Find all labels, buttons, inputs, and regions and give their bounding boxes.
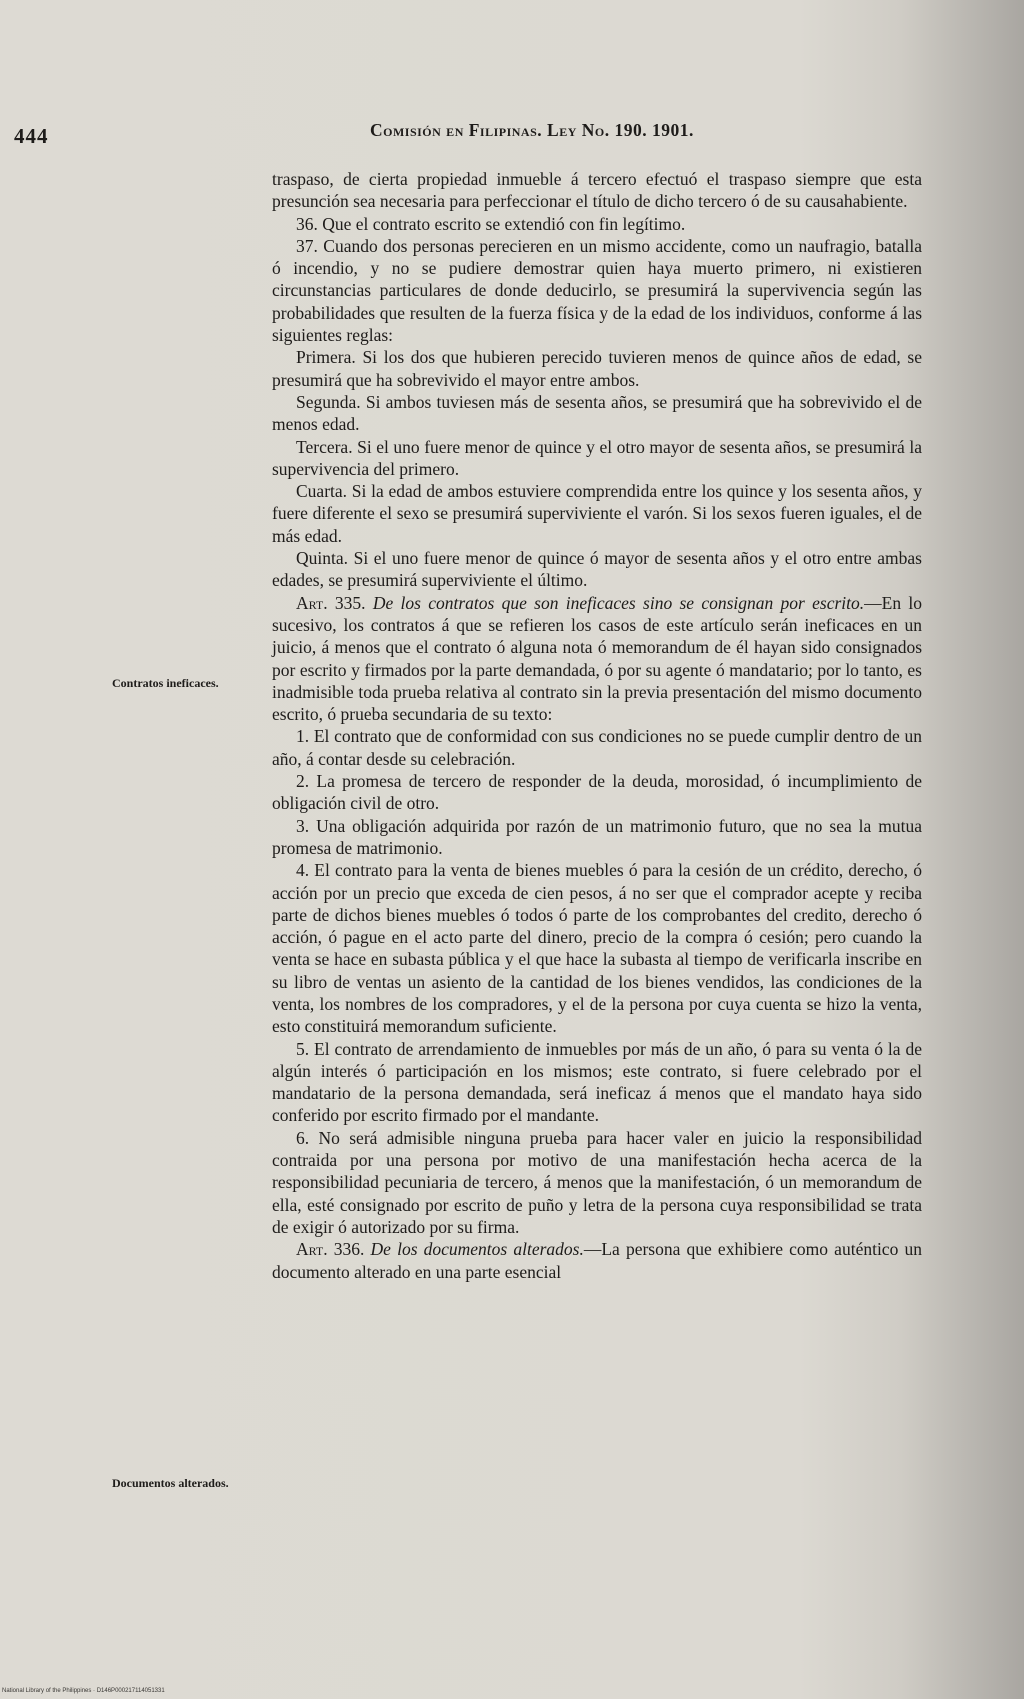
article-title: De los documentos alterados.: [370, 1239, 584, 1260]
article-item: 5. El contrato de arrendamiento de inmuebles por más de un año, ó para su venta ó la de algún interés ó participación en los mismos; este contrato, si fuere celebrado por el mandatario de la persona demandada, será ineficaz á menos que el mandato haya sido conferido por escrito firmado por el mandante.: [272, 1038, 922, 1126]
paragraph: traspaso, de cierta propiedad inmueble á tercero efectuó el traspaso siempre que esta presunción sea necesaria para perfeccionar el título de dicho tercero ó de su causahabiente.: [272, 169, 922, 212]
footer-credit: National Library of the Philippines · D146P000217114051331: [2, 1688, 165, 1694]
article-item: 6. No será admisible ninguna prueba para hacer valer en juicio la responsibilidad contraida por una persona por motivo de una manifestación hecha acerca de la responsibilidad pecuniaria de tercero, á menos que la manifestación, ó un memorandum de ella, esté consignado por escrito de puño y letra de la persona cuya responsibilidad se trata de exigir ó autorizado por su firma.: [272, 1127, 922, 1237]
paragraph: Quinta. Si el uno fuere menor de quince ó mayor de sesenta años y el otro entre ambas edades, se presumirá superviviente el último.: [272, 548, 922, 591]
article-title: De los contratos que son ineficaces sino se consignan por escrito.: [372, 592, 865, 613]
article-335: [272, 592, 922, 726]
article-label: Art. 335.: [296, 592, 366, 613]
article-item: 4. El contrato para la venta de bienes muebles ó para la cesión de un crédito, derecho, ó acción por un precio que exceda de cien pesos, á no ser que el comprador acepte y reciba parte de dichos bienes muebles ó todos ó parte de los comprobantes del credito, derecho ó acción, ó pague en el acto parte del dinero, precio de la compra ó cesión; pero cuando la venta se hace en subasta pública y el que hace la subasta al tiempo de verificarla inscribe en su libro de ventas un asiento de la cantidad de los bienes vendidos, las condiciones de la venta, los nombres de los compradores, y el de la persona por cuya cuenta se hizo la venta, esto constituirá memorandum suficiente.: [272, 860, 922, 1037]
paragraph: Primera. Si los dos que hubieren perecido tuvieren menos de quince años de edad, se presumirá que ha sobrevivido el mayor entre ambos.: [272, 347, 922, 390]
page-number: 444: [14, 124, 49, 148]
margin-note-contratos-ineficaces: Contratos ineficaces.: [112, 676, 219, 690]
article-label: Art. 336.: [296, 1239, 365, 1260]
article-item: 3. Una obligación adquirida por razón de un matrimonio futuro, que no sea la mutua promesa de matrimonio.: [272, 815, 922, 858]
running-head: Comisión en Filipinas. Ley No. 190. 1901.: [370, 120, 694, 140]
paragraph: Segunda. Si ambos tuviesen más de sesenta años, se presumirá que ha sobrevivido el de menos edad.: [272, 391, 922, 435]
paragraph: Tercera. Si el uno fuere menor de quince y el otro mayor de sesenta años, se presumirá la supervivencia del primero.: [272, 436, 922, 479]
margin-note-documentos-alterados: Documentos alterados.: [112, 1476, 229, 1490]
paragraph: Cuarta. Si la edad de ambos estuviere comprendida entre los quince y los sesenta años, y fuere diferente el sexo se presumirá superviviente el varón. Si los sexos fueren iguales, el de más edad.: [272, 481, 922, 546]
article-item: 1. El contrato que de conformidad con sus condiciones no se puede cumplir dentro de un año, á contar desde su celebración.: [272, 726, 922, 769]
body-text: [272, 168, 922, 1283]
article-item: 2. La promesa de tercero de responder de la deuda, morosidad, ó incumplimiento de obligación civil de otro.: [272, 771, 922, 814]
paragraph: 36. Que el contrato escrito se extendió con fin legítimo.: [296, 213, 686, 234]
paragraph: 37. Cuando dos personas perecieren en un mismo accidente, como un naufragio, batalla ó incendio, y no se pudiere demostrar quien haya muerto primero, ni existieren circunstancias particulares de donde deducirlo, se presumirá la supervivencia según las probabilidades que resulten de la fuerza física y de la edad de los individuos, conforme á las siguientes reglas:: [272, 235, 922, 346]
article-text: —La persona que exhibiere como auténtico un documento alterado en una parte esencial: [272, 1239, 922, 1282]
article-336: [272, 1238, 922, 1283]
article-text: —En lo sucesivo, los contratos á que se refieren los casos de este artículo serán ineficaces en un juicio, á menos que el contrato ó alguna nota ó memorandum de él hayan sido consignados por escrito y firmados por la parte demandada, ó por su agente ó mandatario; por lo tanto, es inadmisible toda prueba relativa al contrato sin la previa presentación del mismo documento escrito, ó prueba secundaria de su texto:: [272, 592, 922, 725]
